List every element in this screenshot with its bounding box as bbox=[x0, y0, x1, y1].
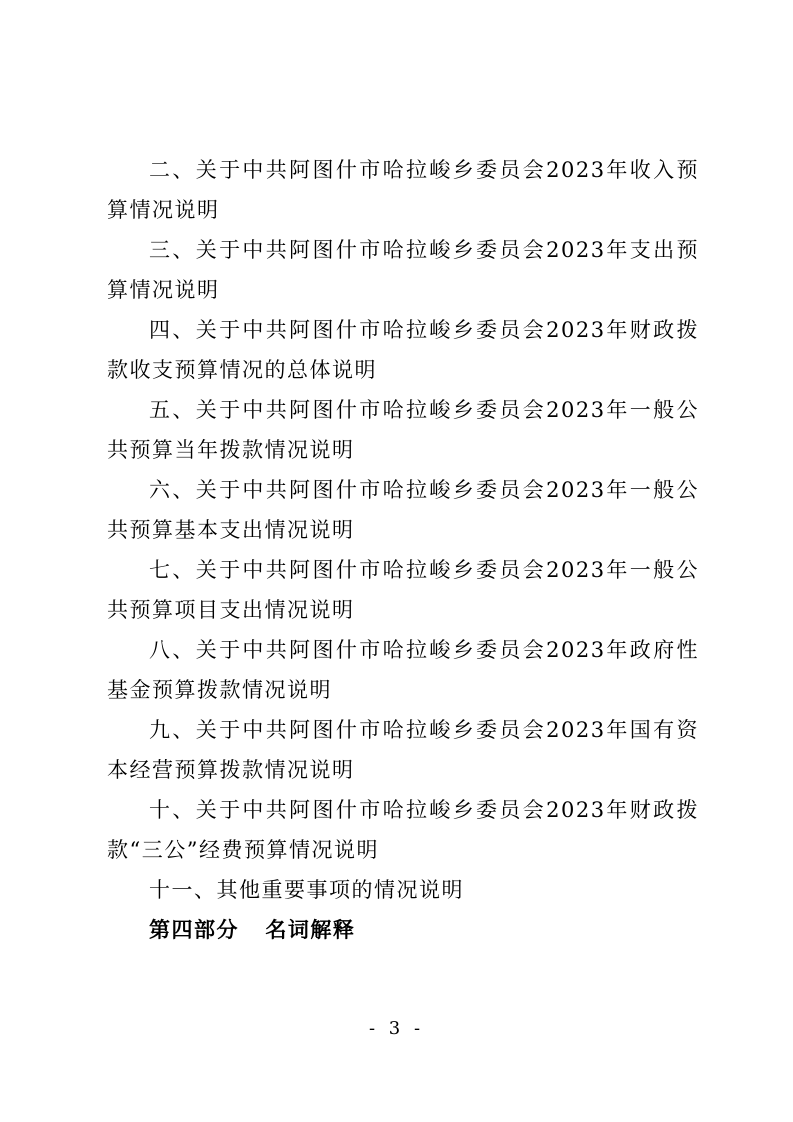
toc-entry-general-public-budget-project-expenditure: 七、关于中共阿图什市哈拉峻乡委员会2023年一般公共预算项目支出情况说明 bbox=[107, 558, 699, 622]
page-number: - 3 - bbox=[368, 1018, 425, 1039]
toc-entry-three-public-expenses: 十、关于中共阿图什市哈拉峻乡委员会2023年财政拨款“三公”经费预算情况说明 bbox=[107, 798, 699, 862]
toc-entry-state-capital-budget: 九、关于中共阿图什市哈拉峻乡委员会2023年国有资本经营预算拨款情况说明 bbox=[107, 718, 699, 782]
section-heading: 第四部分 名词解释 bbox=[149, 917, 356, 942]
table-of-contents bbox=[107, 150, 699, 950]
toc-entry-fiscal-appropriation-overview: 四、关于中共阿图什市哈拉峻乡委员会2023年财政拨款收支预算情况的总体说明 bbox=[107, 318, 699, 382]
toc-entry-general-public-budget-appropriation: 五、关于中共阿图什市哈拉峻乡委员会2023年一般公共预算当年拨款情况说明 bbox=[107, 398, 699, 462]
toc-entry-expenditure-budget: 三、关于中共阿图什市哈拉峻乡委员会2023年支出预算情况说明 bbox=[107, 238, 699, 302]
toc-entry-general-public-budget-basic-expenditure: 六、关于中共阿图什市哈拉峻乡委员会2023年一般公共预算基本支出情况说明 bbox=[107, 478, 699, 542]
toc-entry-other-matters: 十一、其他重要事项的情况说明 bbox=[149, 878, 464, 902]
toc-entry-income-budget: 二、关于中共阿图什市哈拉峻乡委员会2023年收入预算情况说明 bbox=[107, 158, 699, 222]
toc-entry-government-fund-budget: 八、关于中共阿图什市哈拉峻乡委员会2023年政府性基金预算拨款情况说明 bbox=[107, 638, 699, 702]
